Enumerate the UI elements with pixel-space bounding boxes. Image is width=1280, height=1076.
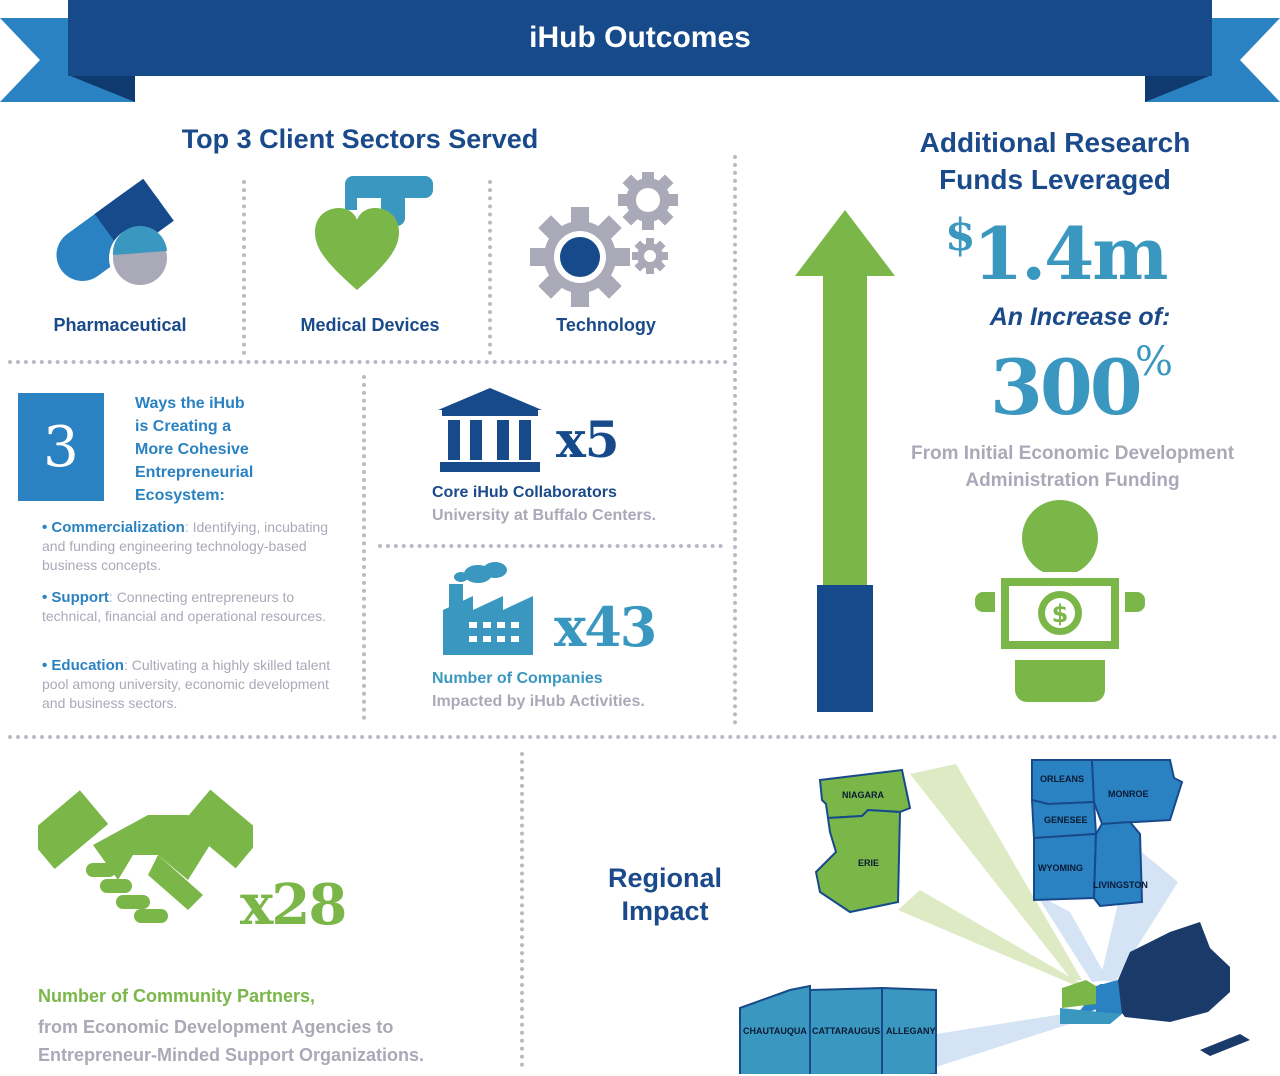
- percent-sign: %: [1135, 339, 1174, 385]
- bullet-desc: : Connecting entrepreneurs to technical, financial and operational resources.: [42, 589, 327, 624]
- ways-heading-line: Ways the iHub: [135, 395, 245, 412]
- ways-heading-line: Ecosystem:: [135, 487, 225, 504]
- research-source-line2: Administration Funding: [965, 470, 1180, 491]
- sectors-title: Top 3 Client Sectors Served: [181, 124, 539, 154]
- partners-label: Number of Community Partners,: [38, 986, 316, 1006]
- research-title-line1: Additional Research: [919, 127, 1191, 158]
- research-source: [880, 440, 1265, 494]
- county-label-wyoming: WYOMING: [1038, 863, 1083, 873]
- partners-sub-line1: from Economic Development Agencies to: [38, 1017, 394, 1037]
- handshake-icon: [38, 785, 253, 935]
- bullet-desc: : Cultivating a highly skilled talent pool among university, economic development and business sectors.: [42, 657, 331, 711]
- companies-label: Number of Companies: [432, 670, 603, 687]
- collaborators-sub: University at Buffalo Centers.: [432, 507, 657, 524]
- regional-title: [590, 862, 740, 928]
- county-label-erie: ERIE: [858, 858, 880, 868]
- bullet-term: Education: [51, 657, 124, 674]
- partners-sub-line2: Entrepreneur-Minded Support Organizations.: [38, 1045, 425, 1065]
- institution-icon: [438, 388, 543, 474]
- county-label-allegany: ALLEGANY: [886, 1026, 936, 1036]
- regional-map: [730, 752, 1280, 1074]
- partners-sub: [38, 1013, 424, 1069]
- bullet-support: • Support: Connecting entrepreneurs to technical, financial and operational resources.: [42, 589, 327, 624]
- increase-percent: [990, 335, 1190, 430]
- bullet-term: Support: [51, 589, 109, 606]
- regional-title-line1: Regional: [607, 863, 722, 893]
- county-label-livingston: LIVINGSTON: [1093, 880, 1148, 890]
- research-amount: [945, 210, 1205, 300]
- sector-label-medical-devices: Medical Devices: [300, 315, 440, 335]
- companies-multiplier: x43: [554, 595, 656, 659]
- research-source-line1: From Initial Economic Development: [910, 443, 1235, 464]
- companies-sub: Impacted by iHub Activities.: [432, 693, 645, 710]
- percent-value: 300: [990, 343, 1140, 432]
- county-label-orleans: ORLEANS: [1040, 774, 1085, 784]
- regional-title-line2: Impact: [621, 896, 709, 926]
- factory-icon: [443, 560, 538, 660]
- sector-label-pharmaceutical: Pharmaceutical: [53, 315, 187, 335]
- ways-heading-line: is Creating a: [135, 418, 232, 435]
- ways-heading-line: Entrepreneurial: [135, 464, 254, 481]
- ways-heading: [135, 392, 335, 507]
- pill-icon: [40, 175, 180, 295]
- bullet-desc: : Identifying, incubating and funding engineering technology-based business concepts.: [42, 519, 329, 573]
- partners-multiplier: x28: [240, 872, 346, 938]
- ways-number: 3: [43, 414, 79, 480]
- research-title-line2: Funds Leveraged: [939, 164, 1171, 195]
- county-label-niagara: NIAGARA: [842, 790, 884, 800]
- bullet-term: Commercialization: [51, 519, 185, 536]
- person-money-icon: [975, 500, 1145, 710]
- dollar-sign: $: [945, 210, 976, 261]
- research-title: [880, 124, 1230, 198]
- svg-text:$: $: [1051, 600, 1069, 628]
- collaborators-label: Core iHub Collaborators: [432, 484, 617, 501]
- heart-device-icon: [305, 172, 445, 297]
- gears-icon: [530, 172, 690, 312]
- bullet-education: • Education: Cultivating a highly skilled talent pool among university, economic development and business sectors.: [42, 657, 331, 711]
- bullet-commercialization: • Commercialization: Identifying, incubating and funding engineering technology-based business concepts.: [42, 519, 329, 573]
- county-label-genesee: GENESEE: [1044, 815, 1088, 825]
- county-label-monroe: MONROE: [1108, 789, 1149, 799]
- sector-label-technology: Technology: [556, 315, 656, 335]
- ways-number-box: [18, 393, 104, 501]
- page-title: iHub Outcomes: [529, 21, 751, 54]
- ways-heading-line: More Cohesive: [135, 441, 249, 458]
- county-label-cattaraugus: CATTARAUGUS: [812, 1026, 881, 1036]
- county-label-chautauqua: CHAUTAUQUA: [743, 1026, 807, 1036]
- collaborators-multiplier: x5: [556, 410, 619, 469]
- new-york-state-map: [1060, 922, 1250, 1056]
- increase-label: An Increase of:: [989, 303, 1171, 331]
- amount-value: 1.4m: [973, 211, 1167, 296]
